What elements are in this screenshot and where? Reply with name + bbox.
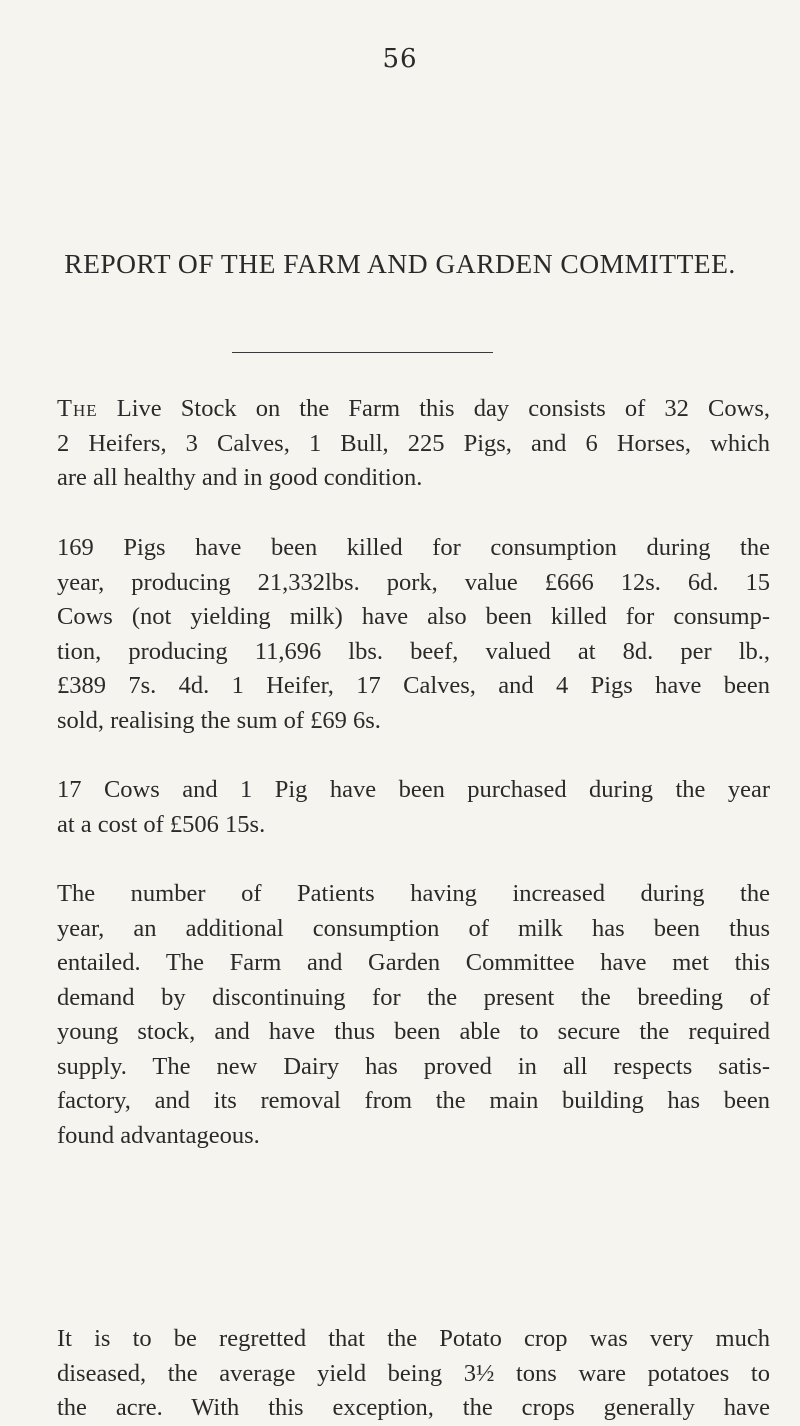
text-line: year, an additional consumption of milk has been thus bbox=[57, 914, 770, 942]
text-line: 17 Cows and 1 Pig have been purchased during the year bbox=[57, 776, 770, 803]
text-line: the acre. With this exception, the crops generally have bbox=[57, 1394, 770, 1421]
paragraph-purchases bbox=[57, 773, 770, 842]
text-line: sold, realising the sum of £69 6s. bbox=[57, 706, 381, 734]
heading-rule bbox=[232, 352, 493, 353]
paragraph-pigs-killed bbox=[57, 531, 770, 738]
text-line: year, producing 21,332lbs. pork, value £666 12s. 6d. 15 bbox=[57, 568, 770, 596]
paragraph-milk-supply bbox=[57, 877, 770, 1153]
text-line: Cows (not yielding milk) have also been killed for consump- bbox=[57, 603, 770, 630]
paragraph-live-stock bbox=[57, 392, 770, 496]
text-line: at a cost of £506 15s. bbox=[57, 810, 266, 838]
text-line: entailed. The Farm and Garden Committee have met this bbox=[57, 949, 770, 976]
text-line: The number of Patients having increased during the bbox=[57, 880, 770, 907]
text-line: diseased, the average yield being 3½ tons ware potatoes to bbox=[57, 1359, 770, 1387]
paragraph-potato-crop bbox=[57, 1322, 770, 1426]
text-line: The Live Stock on the Farm this day consists of 32 Cows, bbox=[57, 395, 770, 422]
text-line: 2 Heifers, 3 Calves, 1 Bull, 225 Pigs, and 6 Horses, which bbox=[57, 429, 770, 457]
text-line: demand by discontinuing for the present the breeding of bbox=[57, 983, 770, 1011]
text-line: supply. The new Dairy has proved in all respects satis- bbox=[57, 1052, 770, 1080]
page-number: 56 bbox=[382, 44, 418, 74]
text-line: young stock, and have thus been able to secure the required bbox=[57, 1018, 770, 1045]
text-line: 169 Pigs have been killed for consumption during the bbox=[57, 534, 770, 561]
lead-word: The bbox=[57, 395, 98, 422]
text-line: It is to be regretted that the Potato crop was very much bbox=[57, 1325, 770, 1352]
text-line: are all healthy and in good condition. bbox=[57, 464, 423, 491]
text-line: £389 7s. 4d. 1 Heifer, 17 Calves, and 4 Pigs have been bbox=[57, 672, 770, 699]
text-line: found advantageous. bbox=[57, 1121, 260, 1149]
section-heading: REPORT OF THE FARM AND GARDEN COMMITTEE. bbox=[64, 248, 736, 279]
text-line: tion, producing 11,696 lbs. beef, valued at 8d. per lb., bbox=[57, 637, 770, 665]
text-line: factory, and its removal from the main building has been bbox=[57, 1087, 770, 1114]
